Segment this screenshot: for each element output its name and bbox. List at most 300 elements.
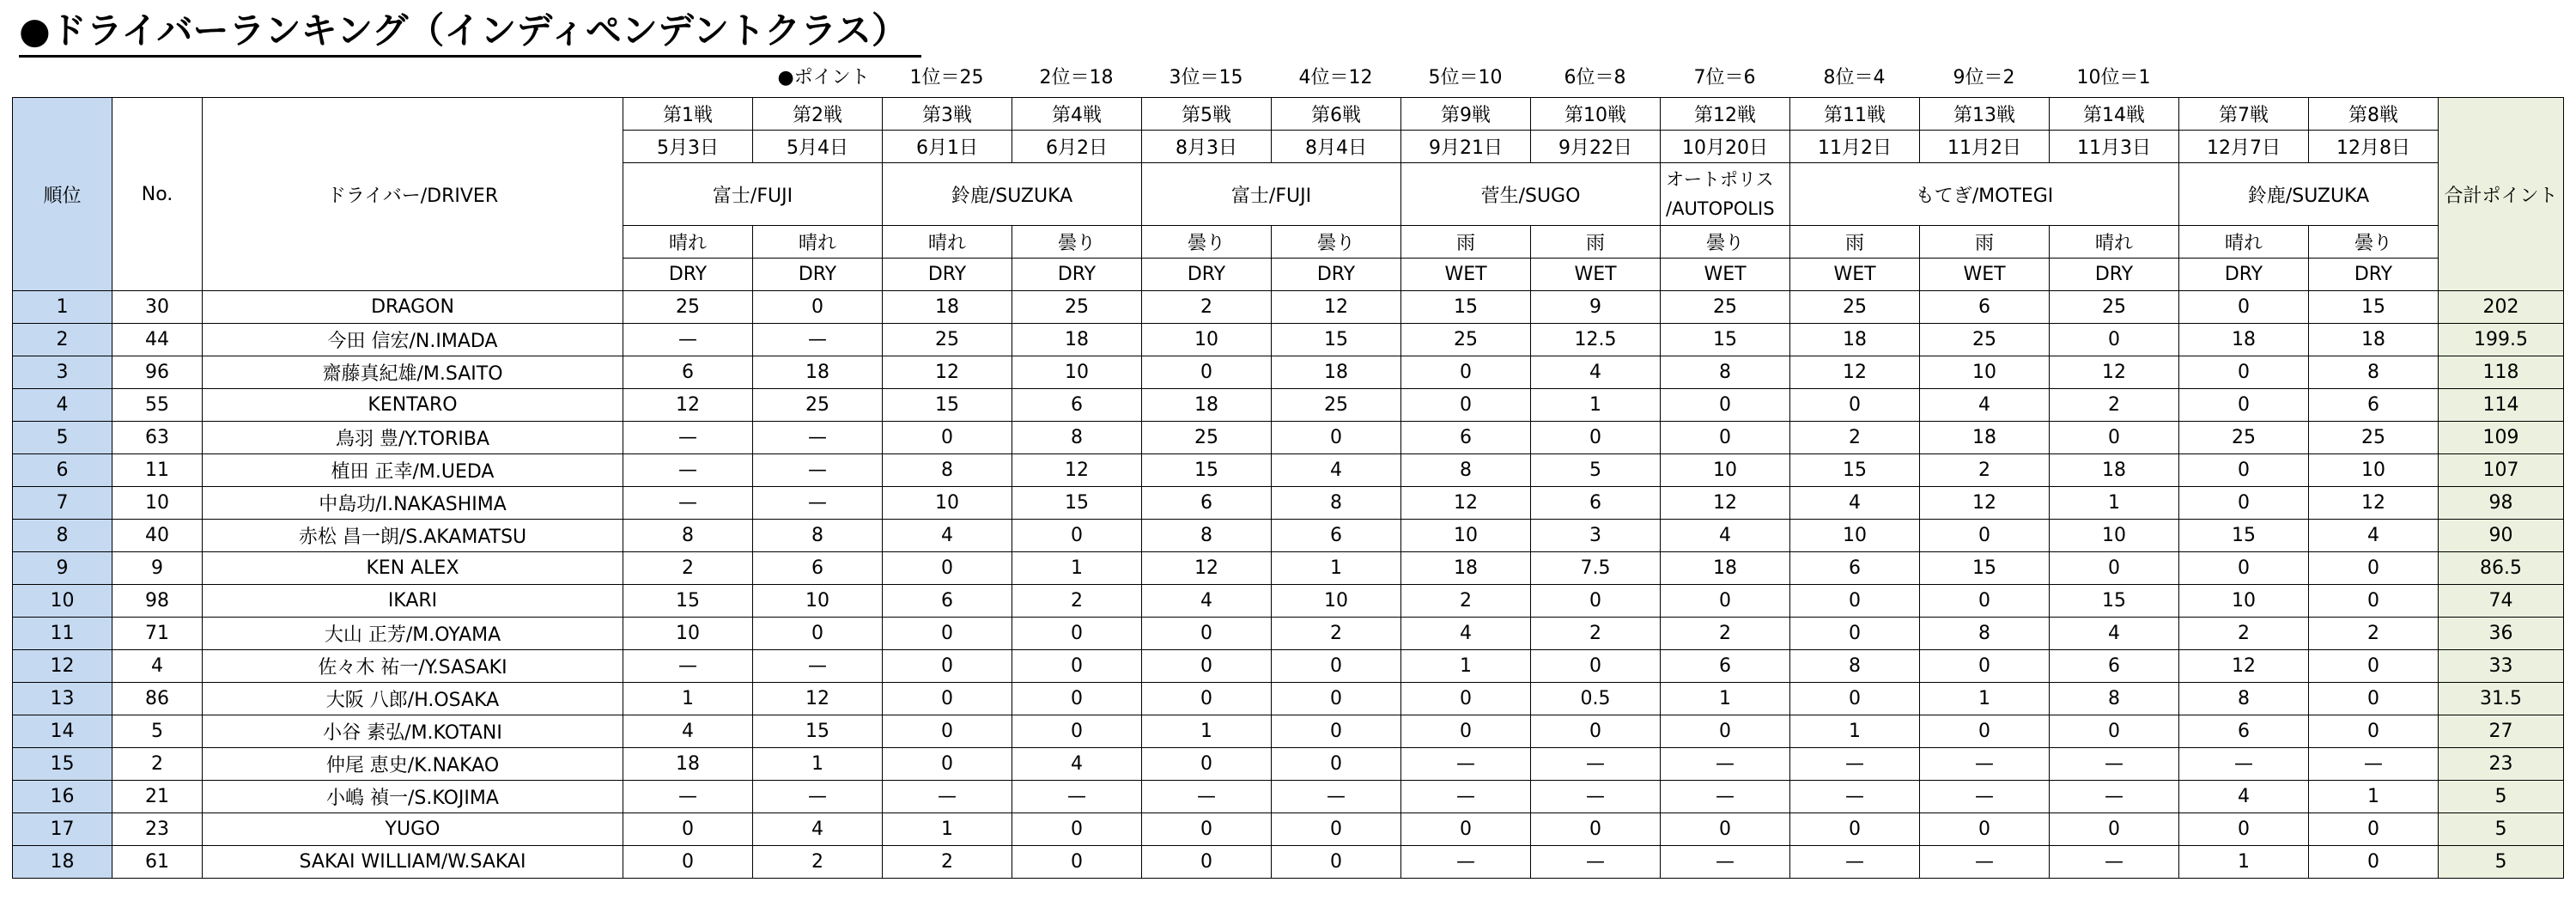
- points-cell: 0: [1142, 356, 1272, 389]
- points-cell: 12: [2179, 650, 2309, 683]
- header-date: 8月3日: [1142, 131, 1272, 163]
- header-round: 第4戦: [1012, 98, 1142, 131]
- driver-cell: 今田 信宏/N.IMADA: [203, 324, 623, 356]
- header-track-condition: DRY: [883, 259, 1012, 291]
- rank-cell: 18: [13, 846, 112, 879]
- header-date: 11月2日: [1920, 131, 2050, 163]
- points-cell: —: [883, 781, 1012, 813]
- points-cell: 15: [883, 389, 1012, 422]
- header-venue: 鈴鹿/SUZUKA: [883, 163, 1142, 226]
- points-cell: 10: [1790, 520, 1920, 552]
- driver-cell: 赤松 昌一朗/S.AKAMATSU: [203, 520, 623, 552]
- total-cell: 5: [2439, 813, 2564, 846]
- table-row: [13, 715, 2564, 748]
- header-weather: 晴れ: [753, 226, 883, 259]
- points-cell: —: [1401, 846, 1531, 879]
- points-cell: 8: [1920, 618, 2050, 650]
- car-number-cell: 5: [112, 715, 203, 748]
- points-cell: 4: [1272, 454, 1401, 487]
- points-cell: 0: [2050, 552, 2179, 585]
- driver-cell: 大阪 八郎/H.OSAKA: [203, 683, 623, 715]
- points-cell: 0: [753, 291, 883, 324]
- header-weather: 曇り: [1012, 226, 1142, 259]
- points-cell: 18: [1142, 389, 1272, 422]
- points-cell: 1: [1661, 683, 1790, 715]
- points-cell: 18: [883, 291, 1012, 324]
- points-cell: 15: [1920, 552, 2050, 585]
- table-row: [13, 683, 2564, 715]
- driver-cell: KENTARO: [203, 389, 623, 422]
- points-cell: —: [1790, 748, 1920, 781]
- header-track-condition: WET: [1920, 259, 2050, 291]
- points-cell: 0: [1920, 813, 2050, 846]
- header-weather: 曇り: [1661, 226, 1790, 259]
- total-cell: 90: [2439, 520, 2564, 552]
- points-cell: 8: [1790, 650, 1920, 683]
- total-cell: 109: [2439, 422, 2564, 454]
- points-legend-item: 4位＝12: [1298, 67, 1373, 88]
- rank-cell: 8: [13, 520, 112, 552]
- points-cell: 6: [1920, 291, 2050, 324]
- rank-cell: 1: [13, 291, 112, 324]
- car-number-cell: 55: [112, 389, 203, 422]
- points-cell: 8: [1661, 356, 1790, 389]
- points-cell: 4: [2050, 618, 2179, 650]
- driver-cell: IKARI: [203, 585, 623, 618]
- header-round: 第2戦: [753, 98, 883, 131]
- points-cell: 0: [1012, 650, 1142, 683]
- points-cell: 12: [1012, 454, 1142, 487]
- car-number-cell: 96: [112, 356, 203, 389]
- points-legend-item: 8位＝4: [1823, 67, 1886, 88]
- header-venue: 富士/FUJI: [623, 163, 883, 226]
- points-cell: 1: [2179, 846, 2309, 879]
- header-track-condition: DRY: [1272, 259, 1401, 291]
- points-legend: [0, 62, 2576, 94]
- total-cell: 36: [2439, 618, 2564, 650]
- header-date: 6月2日: [1012, 131, 1142, 163]
- header-track-condition: DRY: [623, 259, 753, 291]
- points-cell: 0: [1531, 650, 1661, 683]
- points-cell: 0: [1661, 585, 1790, 618]
- points-cell: —: [1661, 781, 1790, 813]
- points-cell: 0: [1272, 422, 1401, 454]
- rank-cell: 4: [13, 389, 112, 422]
- points-cell: 4: [1661, 520, 1790, 552]
- rank-cell: 16: [13, 781, 112, 813]
- points-cell: 1: [2309, 781, 2439, 813]
- car-number-cell: 86: [112, 683, 203, 715]
- table-row: [13, 520, 2564, 552]
- header-date: 9月21日: [1401, 131, 1531, 163]
- points-cell: 1: [1920, 683, 2050, 715]
- total-cell: 23: [2439, 748, 2564, 781]
- points-cell: 0: [1920, 520, 2050, 552]
- points-cell: 4: [1531, 356, 1661, 389]
- points-cell: 0: [1272, 813, 1401, 846]
- points-cell: 12: [1272, 291, 1401, 324]
- header-track-condition: DRY: [753, 259, 883, 291]
- points-cell: 0: [1401, 389, 1531, 422]
- points-cell: 15: [1142, 454, 1272, 487]
- points-cell: 10: [2050, 520, 2179, 552]
- points-cell: 0: [1272, 846, 1401, 879]
- car-number-cell: 40: [112, 520, 203, 552]
- table-row: [13, 748, 2564, 781]
- car-number-cell: 2: [112, 748, 203, 781]
- rank-cell: 7: [13, 487, 112, 520]
- points-cell: 2: [1661, 618, 1790, 650]
- driver-cell: YUGO: [203, 813, 623, 846]
- points-cell: 15: [2050, 585, 2179, 618]
- points-cell: 8: [1012, 422, 1142, 454]
- points-cell: 0: [1531, 422, 1661, 454]
- points-cell: 4: [2179, 781, 2309, 813]
- points-cell: —: [623, 324, 753, 356]
- points-cell: 6: [1142, 487, 1272, 520]
- points-cell: 0: [1012, 715, 1142, 748]
- points-cell: 18: [1272, 356, 1401, 389]
- points-cell: 6: [1661, 650, 1790, 683]
- points-legend-item: 5位＝10: [1428, 67, 1503, 88]
- table-row: [13, 846, 2564, 879]
- points-cell: 4: [2309, 520, 2439, 552]
- car-number-cell: 9: [112, 552, 203, 585]
- points-cell: 0: [1272, 650, 1401, 683]
- points-cell: 0: [1401, 813, 1531, 846]
- header-round: 第3戦: [883, 98, 1012, 131]
- header-weather: 曇り: [1142, 226, 1272, 259]
- points-cell: 0: [1012, 683, 1142, 715]
- points-cell: 4: [1401, 618, 1531, 650]
- points-cell: 25: [883, 324, 1012, 356]
- page-title: ●ドライバーランキング（インディペンデントクラス）: [19, 7, 921, 58]
- rank-cell: 2: [13, 324, 112, 356]
- driver-cell: 佐々木 祐一/Y.SASAKI: [203, 650, 623, 683]
- car-number-cell: 63: [112, 422, 203, 454]
- points-legend-item: 7位＝6: [1693, 67, 1756, 88]
- points-cell: 0: [1531, 585, 1661, 618]
- table-row: [13, 487, 2564, 520]
- points-cell: 0: [1531, 715, 1661, 748]
- points-cell: 18: [1661, 552, 1790, 585]
- header-venue: 菅生/SUGO: [1401, 163, 1661, 226]
- points-cell: —: [753, 324, 883, 356]
- points-cell: 0: [1661, 389, 1790, 422]
- total-cell: 98: [2439, 487, 2564, 520]
- points-cell: 6: [2179, 715, 2309, 748]
- points-cell: 0: [1012, 520, 1142, 552]
- points-cell: 8: [753, 520, 883, 552]
- points-cell: 8: [1272, 487, 1401, 520]
- table-row: [13, 618, 2564, 650]
- points-cell: 4: [883, 520, 1012, 552]
- header-weather: 雨: [1531, 226, 1661, 259]
- header-weather: 晴れ: [883, 226, 1012, 259]
- points-cell: 18: [753, 356, 883, 389]
- total-cell: 202: [2439, 291, 2564, 324]
- points-cell: 12: [2309, 487, 2439, 520]
- car-number-cell: 98: [112, 585, 203, 618]
- header-track-condition: DRY: [1012, 259, 1142, 291]
- header-date: 5月4日: [753, 131, 883, 163]
- points-cell: 6: [1272, 520, 1401, 552]
- points-cell: 0: [1142, 618, 1272, 650]
- points-cell: 12.5: [1531, 324, 1661, 356]
- points-cell: 2: [1531, 618, 1661, 650]
- rank-cell: 10: [13, 585, 112, 618]
- rank-cell: 3: [13, 356, 112, 389]
- points-cell: 25: [1661, 291, 1790, 324]
- points-cell: 8: [2050, 683, 2179, 715]
- driver-cell: 小谷 素弘/M.KOTANI: [203, 715, 623, 748]
- rank-cell: 14: [13, 715, 112, 748]
- header-date: 11月2日: [1790, 131, 1920, 163]
- points-cell: 0: [1272, 748, 1401, 781]
- points-cell: —: [753, 487, 883, 520]
- points-cell: 0: [1272, 683, 1401, 715]
- points-cell: 4: [1142, 585, 1272, 618]
- points-cell: 10: [1142, 324, 1272, 356]
- points-cell: 4: [753, 813, 883, 846]
- header-round: 第8戦: [2309, 98, 2439, 131]
- header-date: 5月3日: [623, 131, 753, 163]
- points-cell: 25: [1272, 389, 1401, 422]
- points-cell: 0: [2309, 813, 2439, 846]
- header-round: 第1戦: [623, 98, 753, 131]
- driver-cell: SAKAI WILLIAM/W.SAKAI: [203, 846, 623, 879]
- points-cell: 2: [753, 846, 883, 879]
- points-cell: —: [623, 781, 753, 813]
- points-cell: 0: [1272, 715, 1401, 748]
- header-track-condition: DRY: [2050, 259, 2179, 291]
- points-cell: 15: [2309, 291, 2439, 324]
- points-cell: 10: [2179, 585, 2309, 618]
- header-round: 第12戦: [1661, 98, 1790, 131]
- points-cell: 6: [1401, 422, 1531, 454]
- driver-cell: KEN ALEX: [203, 552, 623, 585]
- table-row: [13, 454, 2564, 487]
- header-round: 第10戦: [1531, 98, 1661, 131]
- points-cell: 0: [1790, 389, 1920, 422]
- points-cell: 2: [1012, 585, 1142, 618]
- car-number-cell: 23: [112, 813, 203, 846]
- points-cell: 1: [1401, 650, 1531, 683]
- points-cell: 12: [883, 356, 1012, 389]
- points-cell: 12: [1401, 487, 1531, 520]
- total-cell: 31.5: [2439, 683, 2564, 715]
- points-cell: 8: [1401, 454, 1531, 487]
- points-cell: —: [1142, 781, 1272, 813]
- header-track-condition: WET: [1401, 259, 1531, 291]
- points-cell: 18: [623, 748, 753, 781]
- points-cell: 8: [2179, 683, 2309, 715]
- header-weather: 晴れ: [2179, 226, 2309, 259]
- points-cell: 12: [1790, 356, 1920, 389]
- points-cell: —: [2179, 748, 2309, 781]
- points-cell: 8: [623, 520, 753, 552]
- points-cell: 6: [883, 585, 1012, 618]
- header-venue: もてぎ/MOTEGI: [1790, 163, 2179, 226]
- points-cell: 10: [2309, 454, 2439, 487]
- header-track-condition: DRY: [2309, 259, 2439, 291]
- points-cell: 0: [623, 846, 753, 879]
- total-cell: 27: [2439, 715, 2564, 748]
- points-cell: 25: [1012, 291, 1142, 324]
- points-cell: —: [623, 422, 753, 454]
- points-cell: 15: [1661, 324, 1790, 356]
- points-cell: 15: [2179, 520, 2309, 552]
- total-cell: 5: [2439, 781, 2564, 813]
- driver-cell: DRAGON: [203, 291, 623, 324]
- points-cell: —: [1272, 781, 1401, 813]
- points-cell: 0: [753, 618, 883, 650]
- points-legend-item: 2位＝18: [1039, 67, 1114, 88]
- header-round: 第11戦: [1790, 98, 1920, 131]
- points-cell: 3: [1531, 520, 1661, 552]
- header-date: 10月20日: [1661, 131, 1790, 163]
- points-cell: 6: [753, 552, 883, 585]
- header-weather: 雨: [1920, 226, 2050, 259]
- points-cell: 18: [2050, 454, 2179, 487]
- header-weather: 雨: [1401, 226, 1531, 259]
- points-cell: —: [1661, 748, 1790, 781]
- points-legend-item: 6位＝8: [1564, 67, 1626, 88]
- table-row: [13, 813, 2564, 846]
- points-cell: 15: [1272, 324, 1401, 356]
- rank-cell: 17: [13, 813, 112, 846]
- points-cell: 4: [623, 715, 753, 748]
- points-cell: 10: [753, 585, 883, 618]
- points-cell: 0: [883, 618, 1012, 650]
- points-cell: —: [1790, 781, 1920, 813]
- points-cell: 0: [1661, 715, 1790, 748]
- points-cell: 25: [1790, 291, 1920, 324]
- points-cell: 0: [1790, 813, 1920, 846]
- points-cell: 2: [2309, 618, 2439, 650]
- points-cell: 0: [2309, 585, 2439, 618]
- points-cell: 8: [883, 454, 1012, 487]
- table-row: [13, 585, 2564, 618]
- points-cell: 2: [1142, 291, 1272, 324]
- driver-cell: 中島功/I.NAKASHIMA: [203, 487, 623, 520]
- table-row: [13, 422, 2564, 454]
- car-number-cell: 10: [112, 487, 203, 520]
- points-cell: 0: [883, 748, 1012, 781]
- header-date: 9月22日: [1531, 131, 1661, 163]
- rank-cell: 9: [13, 552, 112, 585]
- points-cell: 25: [2179, 422, 2309, 454]
- points-cell: 1: [1012, 552, 1142, 585]
- table-row: [13, 356, 2564, 389]
- car-number-cell: 21: [112, 781, 203, 813]
- points-cell: —: [1401, 748, 1531, 781]
- points-cell: 7.5: [1531, 552, 1661, 585]
- rank-cell: 12: [13, 650, 112, 683]
- points-cell: 12: [623, 389, 753, 422]
- points-cell: 0: [2179, 356, 2309, 389]
- header-round: 第6戦: [1272, 98, 1401, 131]
- points-cell: 25: [1920, 324, 2050, 356]
- points-legend-item: 1位＝25: [909, 67, 984, 88]
- car-number-cell: 11: [112, 454, 203, 487]
- rank-cell: 5: [13, 422, 112, 454]
- points-cell: 18: [1012, 324, 1142, 356]
- header-track-condition: WET: [1531, 259, 1661, 291]
- points-cell: —: [1920, 781, 2050, 813]
- points-cell: —: [2050, 781, 2179, 813]
- rank-cell: 11: [13, 618, 112, 650]
- points-cell: 0: [1401, 356, 1531, 389]
- total-cell: 114: [2439, 389, 2564, 422]
- points-cell: 0: [883, 422, 1012, 454]
- points-cell: 18: [2179, 324, 2309, 356]
- points-cell: 15: [623, 585, 753, 618]
- points-cell: 25: [2309, 422, 2439, 454]
- points-cell: 4: [1790, 487, 1920, 520]
- points-cell: 0: [1920, 715, 2050, 748]
- points-cell: 0: [883, 650, 1012, 683]
- points-cell: 6: [623, 356, 753, 389]
- header-round: 第9戦: [1401, 98, 1531, 131]
- points-cell: 6: [1790, 552, 1920, 585]
- points-cell: 25: [2050, 291, 2179, 324]
- points-cell: —: [1012, 781, 1142, 813]
- points-cell: —: [623, 487, 753, 520]
- header-date: 12月8日: [2309, 131, 2439, 163]
- table-row: [13, 552, 2564, 585]
- points-cell: 1: [1531, 389, 1661, 422]
- points-cell: 12: [1920, 487, 2050, 520]
- points-cell: 25: [1401, 324, 1531, 356]
- points-cell: —: [1790, 846, 1920, 879]
- points-cell: 0: [883, 683, 1012, 715]
- header-total: 合計ポイント: [2439, 98, 2564, 291]
- car-number-cell: 71: [112, 618, 203, 650]
- header-venue: [1661, 163, 1790, 226]
- car-number-cell: 4: [112, 650, 203, 683]
- points-cell: 2: [623, 552, 753, 585]
- header-weather: 曇り: [1272, 226, 1401, 259]
- header-weather: 晴れ: [2050, 226, 2179, 259]
- points-cell: 0: [1790, 683, 1920, 715]
- points-cell: 0: [1012, 846, 1142, 879]
- driver-cell: 大山 正芳/M.OYAMA: [203, 618, 623, 650]
- points-cell: 2: [1272, 618, 1401, 650]
- points-cell: 2: [2179, 618, 2309, 650]
- header-track-condition: WET: [1790, 259, 1920, 291]
- points-cell: 12: [2050, 356, 2179, 389]
- points-cell: 18: [1401, 552, 1531, 585]
- points-cell: 10: [1920, 356, 2050, 389]
- points-cell: 2: [883, 846, 1012, 879]
- points-cell: 6: [2309, 389, 2439, 422]
- points-cell: —: [753, 454, 883, 487]
- points-cell: —: [753, 650, 883, 683]
- points-cell: 12: [1661, 487, 1790, 520]
- header-weather: 晴れ: [623, 226, 753, 259]
- points-cell: —: [623, 650, 753, 683]
- points-cell: 10: [623, 618, 753, 650]
- points-cell: 0: [1790, 585, 1920, 618]
- points-cell: —: [2050, 748, 2179, 781]
- points-cell: 0: [2179, 454, 2309, 487]
- points-cell: 18: [2309, 324, 2439, 356]
- total-cell: 118: [2439, 356, 2564, 389]
- points-cell: 15: [1790, 454, 1920, 487]
- points-cell: 2: [2050, 389, 2179, 422]
- header-weather: 曇り: [2309, 226, 2439, 259]
